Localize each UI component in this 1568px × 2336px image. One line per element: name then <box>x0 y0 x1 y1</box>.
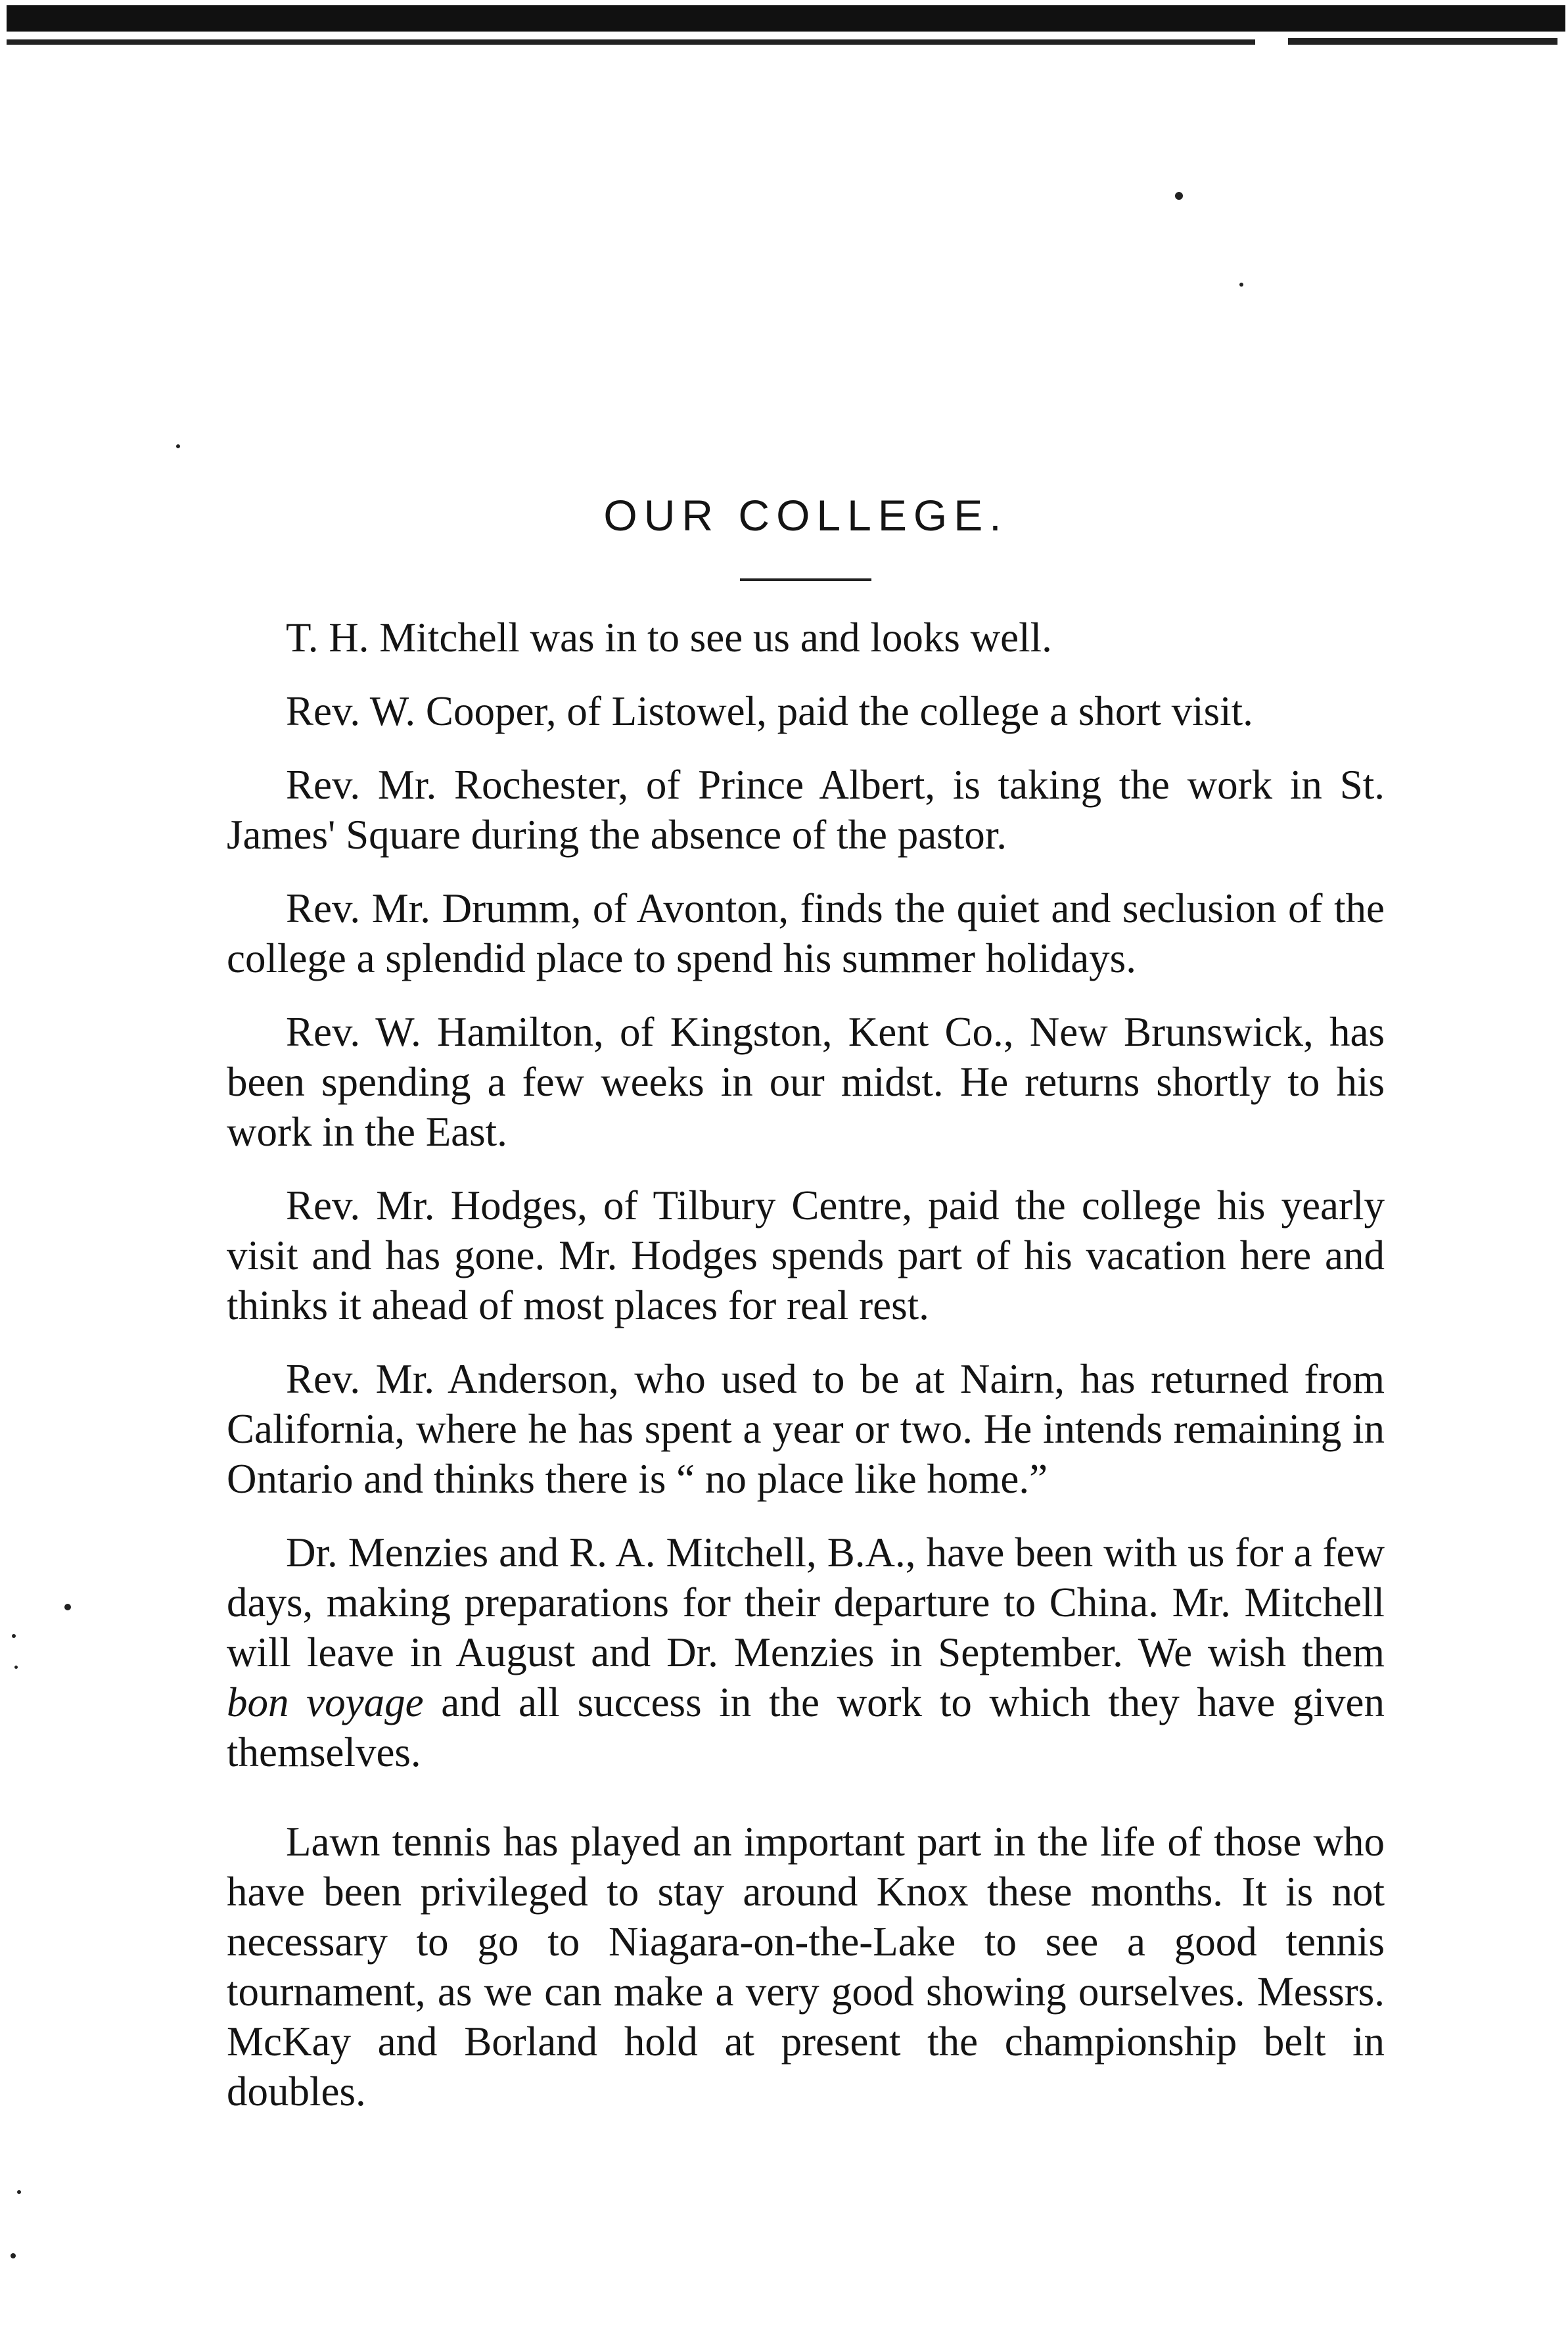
print-speck <box>17 2190 21 2194</box>
print-speck <box>11 2253 16 2258</box>
section-heading: OUR COLLEGE. <box>603 491 1008 540</box>
paragraph-menzies-mitchell <box>227 1528 1385 1777</box>
paragraph-rochester: Rev. Mr. Rochester, of Prince Albert, is taking the work in St. James' Square during the absence of the pastor. <box>227 762 1385 858</box>
paragraph-cooper-visit: Rev. W. Cooper, of Listowel, paid the college a short visit. <box>286 688 1253 735</box>
print-speck <box>12 1634 16 1638</box>
print-speck <box>176 444 180 448</box>
article-column <box>227 490 1385 2140</box>
paragraph-drumm: Rev. Mr. Drumm, of Avonton, finds the quiet and seclusion of the college a splendid place to spend his summer holidays. <box>227 885 1385 982</box>
print-speck <box>14 1666 18 1669</box>
paragraph-hamilton: Rev. W. Hamilton, of Kingston, Kent Co., New Brunswick, has been spending a few weeks in our midst. He returns shortly to his work in the East. <box>227 1009 1385 1156</box>
print-speck <box>64 1604 71 1610</box>
paragraph-mitchell-visit: T. H. Mitchell was in to see us and looks well. <box>286 615 1052 661</box>
print-speck <box>1239 283 1243 287</box>
paragraph-lawn-tennis: Lawn tennis has played an important part in the life of those who have been privileged to stay around Knox these months. It is not necessary to go to Niagara-on-the-Lake to see a good tennis tournament, as we can make a very good showing ourselves. Messrs. McKay and Borland hold at present the championship belt in doubles. <box>227 1819 1385 2115</box>
heading-rule <box>740 578 871 581</box>
top-border-rule-thin <box>7 39 1255 45</box>
menzies-text-start: Dr. Menzies and R. A. Mitchell, B.A., have been with us for a few days, making preparations for their departure to China. Mr. Mitchell will leave in August and Dr. Menzies in September. We wish them <box>227 1530 1385 1676</box>
top-border-rule-thin-right <box>1288 38 1557 45</box>
print-speck <box>1175 192 1183 200</box>
paragraph-hodges: Rev. Mr. Hodges, of Tilbury Centre, paid the college his yearly visit and has gone. Mr. Hodges spends part of his vacation here and thinks it ahead of most places for real rest. <box>227 1182 1385 1329</box>
menzies-italic-phrase: bon voyage <box>227 1679 424 1726</box>
top-border-rule <box>7 5 1565 32</box>
menzies-text-end: and all success in the work to which they have given themselves. <box>227 1679 1385 1776</box>
paragraph-anderson: Rev. Mr. Anderson, who used to be at Nairn, has returned from California, where he has spent a year or two. He intends remaining in Ontario and thinks there is “ no place like home.” <box>227 1356 1385 1503</box>
